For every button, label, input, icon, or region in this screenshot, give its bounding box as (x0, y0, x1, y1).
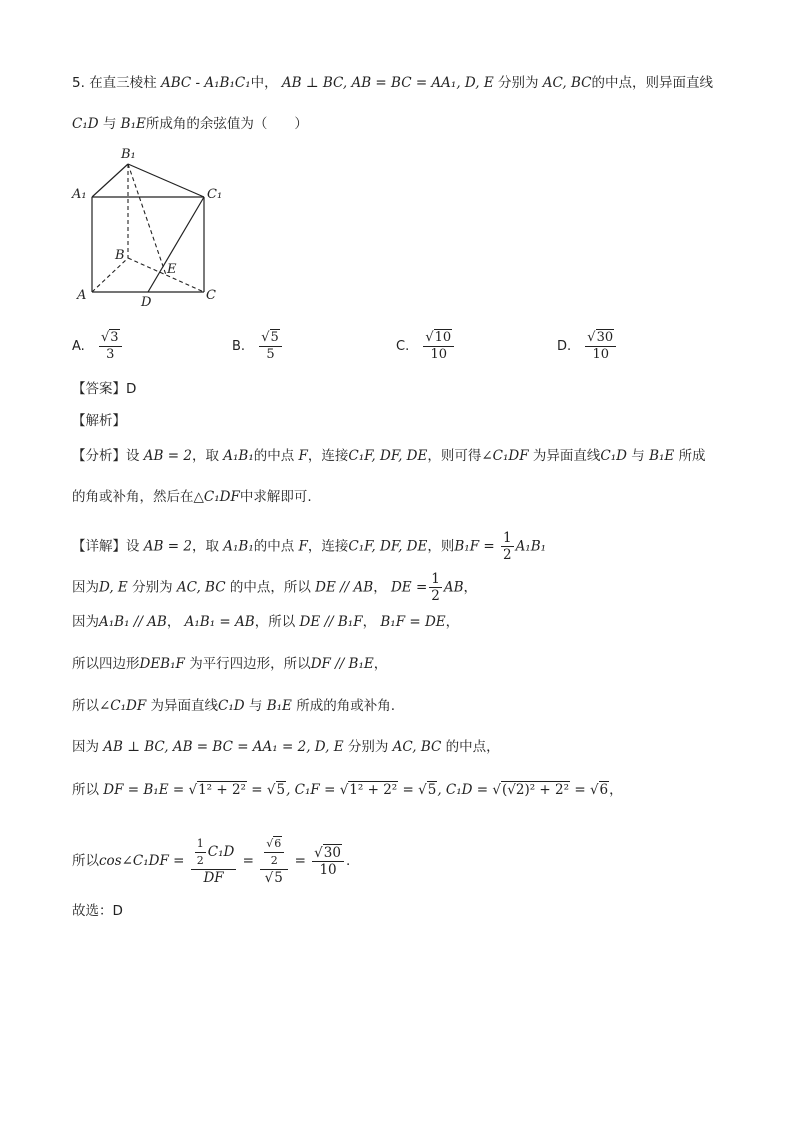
t: 10 (319, 861, 337, 878)
question-conditions: AB ⊥ BC, AB = BC = AA₁, D, E (281, 75, 494, 91)
t: 6 (274, 837, 282, 850)
xiangjie-line-8: 所以cos∠C₁DF = $\frac{1}{2}$ C₁D DF = $\frac{\frac{√6}{2}}{√5}$ = $\frac{√30}{10}$ . (72, 837, 351, 886)
t: B₁F = (454, 538, 495, 555)
t: AC, BC (392, 739, 442, 755)
t: C₁F, DF, DE (348, 538, 428, 555)
t: 1 (431, 571, 440, 587)
t: DF = B₁E = (103, 782, 185, 798)
question-line-1 (72, 74, 713, 92)
t: D, E (99, 579, 128, 596)
t: 因为 (72, 579, 99, 596)
option-a-num: 3 (110, 330, 119, 345)
t: 与 (631, 448, 645, 464)
option-b-num: 5 (270, 330, 279, 345)
xiangjie-line-4 (72, 655, 387, 673)
t: AB ⊥ BC, AB = BC = AA₁ = 2, D, E (103, 739, 344, 755)
edge-b1-c1 (128, 164, 204, 197)
t: , C₁F = (286, 782, 336, 798)
t: F (298, 448, 308, 464)
t: = (294, 853, 306, 869)
t: ， (373, 656, 388, 672)
t: DE // AB (315, 579, 374, 596)
t: AB (443, 579, 464, 596)
t: AB = 2 (143, 538, 192, 555)
t: 所成的角或补角. (296, 698, 395, 714)
option-c-label: C. (396, 339, 410, 354)
question-text-1: 分别为 (498, 75, 539, 91)
t: 分别为 (132, 579, 173, 596)
t: ， (166, 614, 181, 630)
t: 6 (599, 782, 609, 798)
t: A₁B₁ = AB (184, 614, 255, 630)
xiangjie-line-6 (72, 738, 500, 756)
analysis-tag: 【解析】 (72, 413, 126, 429)
t: ， (463, 579, 478, 596)
t: AB = 2 (143, 448, 192, 464)
t: 分别为 (347, 739, 389, 755)
t: 因为 (72, 739, 99, 755)
t: DF (203, 870, 224, 886)
label-c: C (206, 288, 216, 303)
t: 2 (431, 588, 440, 604)
xiangjie-line-7: 所以 DF = B₁E = √1² + 2² = √5, C₁F = √1² + 2² = √5, C₁D = √(√2)² + 2² = √6， (72, 782, 623, 798)
t: F (298, 538, 308, 555)
answer-tag: 【答案】 (72, 381, 126, 397)
xiangjie-line-1 (72, 530, 546, 563)
t: ，连接 (307, 538, 349, 555)
t: B₁E (266, 698, 292, 714)
t: 1² + 2² (349, 782, 398, 798)
option-d-den: 10 (592, 347, 609, 362)
option-d[interactable]: D. $\frac{√30}{10}$ (557, 330, 618, 363)
t: ，连接 (307, 448, 349, 464)
t: C₁D (600, 448, 627, 464)
question-text-3: 的中点，则异面直线 (591, 75, 713, 91)
c1d-label: C₁D (72, 116, 99, 132)
t: 的角或补角，然后在 (72, 489, 194, 505)
t: , C₁D = (437, 782, 489, 798)
option-a-label: A. (72, 339, 85, 354)
t: 中求解即可. (239, 489, 312, 505)
t: 5 (427, 782, 437, 798)
option-d-label: D. (557, 339, 572, 354)
t: 与 (248, 698, 263, 714)
xiangjie-line-3 (72, 613, 459, 631)
t: ，取 (191, 538, 219, 555)
t: 2 (270, 854, 278, 867)
t: 5 (274, 870, 283, 886)
t: = (574, 782, 586, 798)
xiangjie-tag: 【详解】 (72, 538, 126, 555)
t: 设 (126, 538, 140, 555)
xiangjie-line-2 (72, 571, 477, 604)
t: 30 (323, 844, 341, 861)
t: B₁F = DE (380, 614, 446, 630)
t: 所以 (72, 782, 99, 798)
segment-c1-d (148, 197, 204, 292)
t: ∠C₁DF (99, 698, 147, 714)
t: 因为 (72, 614, 99, 630)
t: ，取 (191, 448, 219, 464)
t: DE // B₁F (299, 614, 363, 630)
final-answer: 故选：D (72, 903, 123, 919)
t: ， (362, 614, 377, 630)
segment-b1-e-hidden (128, 164, 166, 275)
fenxi-tag: 【分析】 (72, 448, 126, 464)
t: . (345, 853, 351, 869)
t: DEB₁F (139, 656, 185, 672)
option-c[interactable]: C. $\frac{√10}{10}$ (396, 330, 456, 363)
t: 所以 (72, 698, 99, 714)
t: ， (373, 579, 387, 596)
t: 1² + 2² (198, 782, 246, 798)
label-b1: B₁ (121, 147, 136, 162)
t: A₁B₁ (515, 538, 547, 555)
t: ，则可得 (427, 448, 482, 464)
question-text-2: AC, BC (542, 75, 592, 91)
t: ， (445, 614, 460, 630)
t: (√2)² + 2² (501, 782, 570, 798)
edge-b-c-hidden (128, 258, 204, 292)
t: 5 (276, 782, 286, 798)
option-b[interactable]: B. $\frac{√5}{5}$ (232, 330, 284, 363)
t: ，所以 (254, 614, 296, 630)
prism-name: ABC - A₁B₁C₁ (160, 75, 251, 91)
xiangjie-line-5 (72, 697, 395, 715)
answer-value: D (126, 381, 137, 397)
t: 所以四边形 (72, 656, 140, 672)
t: 为异面直线 (150, 698, 219, 714)
t: A₁B₁ (223, 448, 254, 464)
t: C₁D (207, 844, 235, 860)
answer-line (72, 380, 136, 398)
option-d-num: 30 (596, 330, 614, 345)
t: 2 (502, 547, 512, 563)
label-a: A (77, 288, 87, 303)
t: 的中点，所以 (229, 579, 311, 596)
edge-a1-b1 (92, 164, 128, 197)
t: = (251, 782, 263, 798)
fenxi-line-1 (72, 447, 706, 465)
prism-figure (70, 140, 230, 310)
t: 所以 (72, 853, 99, 869)
question-mid: 中， (250, 75, 278, 91)
t: 为异面直线 (532, 448, 601, 464)
t: 所成 (678, 448, 706, 464)
b1e-label: B₁E (120, 116, 146, 132)
t: 1 (195, 836, 206, 853)
t: ，则 (427, 538, 455, 555)
t: ， (609, 782, 623, 798)
edge-a-b-hidden (92, 258, 128, 292)
question-number: 5. (72, 75, 85, 91)
t: DF // B₁E (310, 656, 374, 672)
t: 设 (126, 448, 140, 464)
t: AC, BC (176, 579, 226, 596)
t: A₁B₁ (223, 538, 254, 555)
t: 2 (196, 854, 204, 867)
option-a[interactable]: A. $\frac{√3}{3}$ (72, 330, 124, 363)
t: C₁D (218, 698, 245, 714)
t: = (402, 782, 414, 798)
t: 为平行四边形，所以 (189, 656, 311, 672)
t: ∠C₁DF (481, 448, 529, 464)
question-prefix: 在直三棱柱 (89, 75, 157, 91)
label-c1: C₁ (207, 187, 223, 202)
t: A₁B₁ // AB (99, 614, 167, 630)
t: = (242, 853, 254, 869)
question-ask: 所成角的余弦值为（ ） (145, 116, 308, 132)
label-e: E (167, 262, 177, 277)
t: C₁F, DF, DE (348, 448, 428, 464)
option-c-num: 10 (434, 330, 452, 345)
question-line-2 (72, 115, 308, 133)
with-word: 与 (102, 116, 117, 132)
option-c-den: 10 (430, 347, 448, 362)
label-a1: A₁ (72, 187, 87, 202)
option-a-den: 3 (106, 347, 115, 362)
t: B₁E (649, 448, 675, 464)
fenxi-line-2 (72, 488, 312, 506)
label-b: B (115, 248, 125, 263)
label-d: D (141, 295, 152, 310)
t: 的中点 (253, 538, 295, 555)
t: DE = (390, 579, 428, 596)
t: △C₁DF (193, 489, 240, 505)
t: 1 (502, 530, 512, 546)
t: 的中点 (253, 448, 295, 464)
option-b-label: B. (232, 339, 246, 354)
t: 的中点， (445, 739, 500, 755)
t: cos∠C₁DF = (99, 853, 185, 869)
option-b-den: 5 (266, 347, 275, 362)
